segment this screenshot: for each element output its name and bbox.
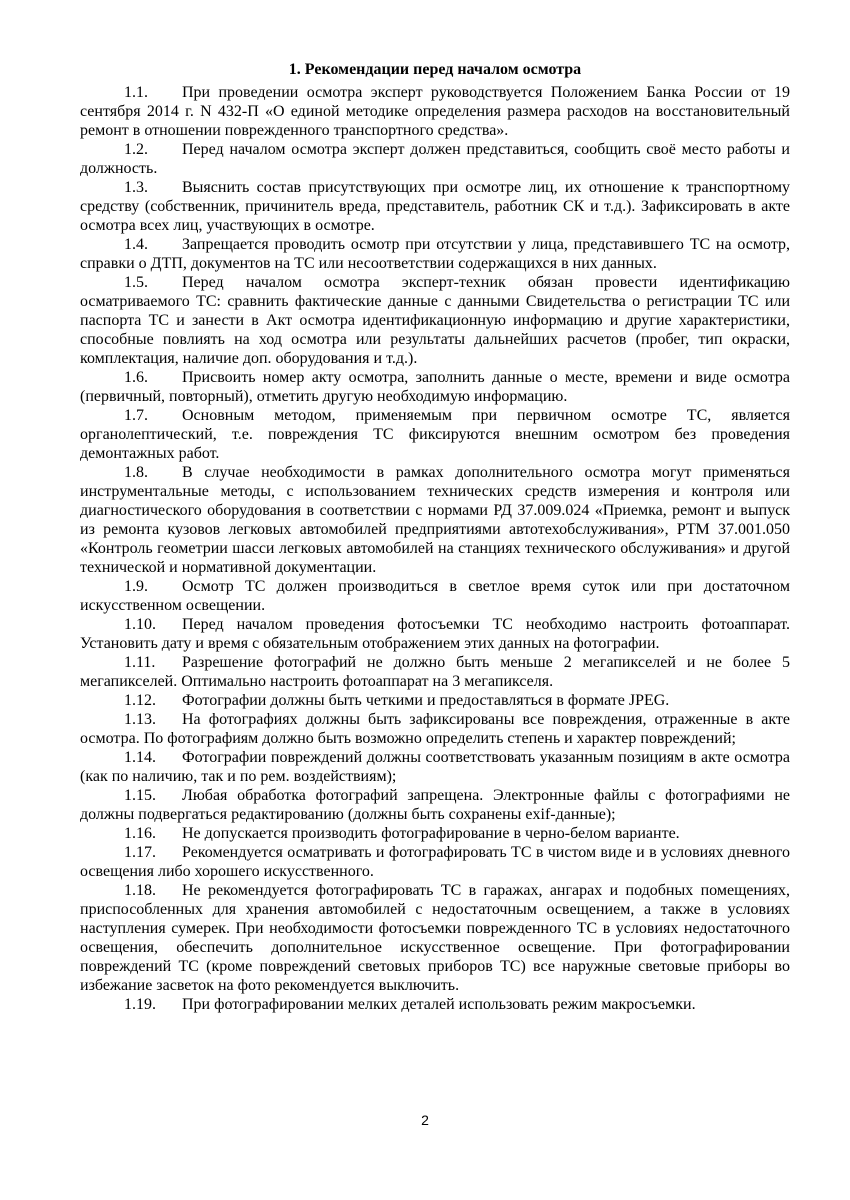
- item-text: Не рекомендуется фотографировать ТС в гаражах, ангарах и подобных помещениях, приспособленных для хранения автомобилей с недостаточным освещением, а также в условиях наступления сумерек. При необходимости фотосъемки поврежденного ТС в условиях недостаточного освещения, обеспечить дополнительное искусственное освещение. При фотографировании повреждений ТС (кроме повреждений световых приборов ТС) все наружные световые приборы во избежание засветок на фото рекомендуется выключить.: [80, 882, 790, 994]
- list-item: [80, 691, 790, 710]
- list-item: [80, 273, 790, 368]
- item-number: 1.6.: [124, 369, 148, 386]
- list-item: [80, 748, 790, 786]
- item-number: 1.7.: [124, 407, 148, 424]
- list-item: [80, 710, 790, 748]
- item-text: На фотографиях должны быть зафиксированы все повреждения, отраженные в акте осмотра. По фотографиям должно быть возможно определить степень и характер повреждений;: [80, 711, 790, 747]
- item-number: 1.13.: [124, 711, 156, 728]
- item-number: 1.9.: [124, 578, 148, 595]
- item-text: Присвоить номер акту осмотра, заполнить данные о месте, времени и виде осмотра (первичный, повторный), отметить другую необходимую информацию.: [80, 369, 790, 405]
- item-number: 1.18.: [124, 882, 156, 899]
- item-number: 1.5.: [124, 274, 148, 291]
- list-item: [80, 843, 790, 881]
- item-text: Рекомендуется осматривать и фотографировать ТС в чистом виде и в условиях дневного освещения либо хорошего искусственного.: [80, 844, 790, 880]
- item-text: Любая обработка фотографий запрещена. Электронные файлы с фотографиями не должны подвергаться редактированию (должны быть сохранены exif-данные);: [80, 787, 790, 823]
- section-heading: 1. Рекомендации перед началом осмотра: [288, 61, 582, 78]
- item-text: Запрещается проводить осмотр при отсутствии у лица, представившего ТС на осмотр, справки о ДТП, документов на ТС или несоответствии содержащихся в них данных.: [80, 236, 790, 272]
- item-number: 1.1.: [124, 84, 148, 101]
- item-text: Перед началом проведения фотосъемки ТС необходимо настроить фотоаппарат. Установить дату и время с обязательным отображением этих данных на фотографии.: [80, 616, 790, 652]
- item-text: Перед началом осмотра эксперт должен представиться, сообщить своё место работы и должность.: [80, 141, 790, 177]
- item-text: Основным методом, применяемым при первичном осмотре ТС, является органолептический, т.е. повреждения ТС фиксируются внешним осмотром без проведения демонтажных работ.: [80, 407, 790, 462]
- page-number: 2: [421, 1112, 429, 1128]
- item-text: Перед началом осмотра эксперт-техник обязан провести идентификацию осматриваемого ТС: сравнить фактические данные с данными Свидетельства о регистрации ТС или паспорта ТС и занести в Акт осмотра идентификационную информацию и другие характеристики, способные повлиять на ход осмотра или результаты дальнейших расчетов (пробег, тип окраски, комплектация, наличие доп. оборудования и т.д.).: [80, 274, 790, 367]
- item-number: 1.4.: [124, 236, 148, 253]
- list-item: [80, 235, 790, 273]
- list-item: [80, 368, 790, 406]
- item-number: 1.2.: [124, 141, 148, 158]
- item-text: Не допускается производить фотографирование в черно-белом варианте.: [182, 825, 680, 842]
- list-item: [80, 824, 790, 843]
- item-number: 1.16.: [124, 825, 156, 842]
- item-text: При проведении осмотра эксперт руководствуется Положением Банка России от 19 сентября 2014 г. N 432-П «О единой методике определения размера расходов на восстановительный ремонт в отношении поврежденного транспортного средства».: [80, 84, 790, 139]
- list-item: [80, 406, 790, 463]
- list-item: [80, 577, 790, 615]
- item-number: 1.14.: [124, 749, 156, 766]
- list-item: [80, 83, 790, 140]
- recommendation-list: [80, 83, 790, 1014]
- item-text: Осмотр ТС должен производиться в светлое время суток или при достаточном искусственном освещении.: [80, 578, 790, 614]
- list-item: [80, 178, 790, 235]
- item-text: В случае необходимости в рамках дополнительного осмотра могут применяться инструментальные методы, с использованием технических средств измерения и контроля или диагностического оборудования в соответствии с нормами РД 37.009.024 «Приемка, ремонт и выпуск из ремонта кузовов легковых автомобилей предприятиями автотехобслуживания», РТМ 37.001.050 «Контроль геометрии шасси легковых автомобилей на станциях технического обслуживания» и другой технической и нормативной документации.: [80, 464, 790, 576]
- item-text: Выяснить состав присутствующих при осмотре лиц, их отношение к транспортному средству (собственник, причинитель вреда, представитель, работник СК и т.д.). Зафиксировать в акте осмотра всех лиц, участвующих в осмотре.: [80, 179, 790, 234]
- item-number: 1.19.: [124, 996, 156, 1013]
- item-text: Разрешение фотографий не должно быть меньше 2 мегапикселей и не более 5 мегапикселей. Оптимально настроить фотоаппарат на 3 мегапикселя.: [80, 654, 790, 690]
- list-item: [80, 140, 790, 178]
- document-page: [80, 60, 790, 1014]
- item-number: 1.12.: [124, 692, 156, 709]
- list-item: [80, 615, 790, 653]
- item-number: 1.3.: [124, 179, 148, 196]
- item-number: 1.8.: [124, 464, 148, 481]
- item-number: 1.10.: [124, 616, 156, 633]
- list-item: [80, 786, 790, 824]
- list-item: [80, 881, 790, 995]
- item-number: 1.15.: [124, 787, 156, 804]
- list-item: [80, 653, 790, 691]
- list-item: [80, 995, 790, 1014]
- item-text: Фотографии должны быть четкими и предоставляться в формате JPEG.: [182, 692, 670, 709]
- list-item: [80, 463, 790, 577]
- item-number: 1.17.: [124, 844, 156, 861]
- item-text: При фотографировании мелких деталей использовать режим макросъемки.: [182, 996, 696, 1013]
- item-number: 1.11.: [124, 654, 156, 671]
- item-text: Фотографии повреждений должны соответствовать указанным позициям в акте осмотра (как по наличию, так и по рем. воздействиям);: [80, 749, 790, 785]
